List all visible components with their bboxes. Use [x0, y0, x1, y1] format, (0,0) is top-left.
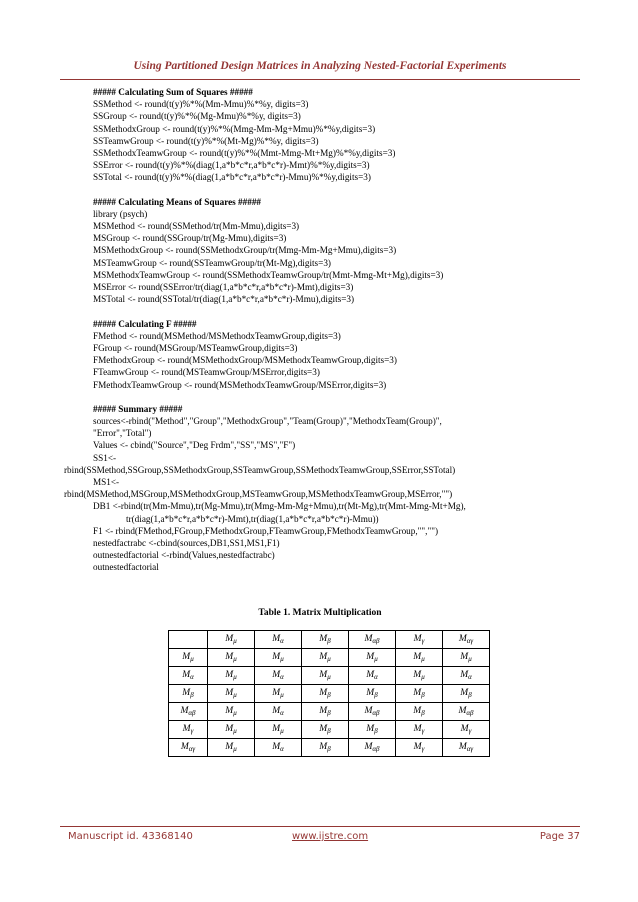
- cell-matrix-symbol: M: [413, 742, 422, 752]
- cell-subscript: β: [327, 637, 331, 645]
- table-row: [169, 667, 490, 685]
- code-line: [70, 305, 590, 317]
- cell-subscript: μ: [190, 655, 194, 663]
- table-cell: [396, 739, 443, 757]
- cell-matrix-symbol: M: [413, 706, 422, 716]
- cell-subscript: μ: [280, 691, 284, 699]
- cell-matrix-symbol: M: [182, 670, 191, 680]
- table-cell: [169, 667, 208, 685]
- header-rule: [60, 79, 580, 80]
- table-cell: [255, 739, 302, 757]
- code-line: MSMethodxGroup <- round(SSMethodxGroup/tr(Mmg-Mm-Mg+Mmu),digits=3): [93, 245, 397, 256]
- table-row: [169, 631, 490, 649]
- cell-subscript: β: [421, 691, 425, 699]
- cell-subscript: β: [327, 745, 331, 753]
- cell-matrix-symbol: M: [366, 688, 375, 698]
- cell-subscript: μ: [233, 637, 237, 645]
- code-line: MSTeamwGroup <- round(SSTeamwGroup/tr(Mt-Mg),digits=3): [93, 257, 331, 268]
- page-number: Page 37: [539, 831, 580, 842]
- cell-subscript: μ: [327, 673, 331, 681]
- table-row: [169, 739, 490, 757]
- table-cell: [396, 721, 443, 739]
- cell-subscript: γ: [421, 637, 425, 645]
- cell-matrix-symbol: M: [364, 706, 373, 716]
- cell-subscript: β: [468, 691, 472, 699]
- cell-matrix-symbol: M: [413, 724, 422, 734]
- code-line: SSMethod <- round(t(y)%*%(Mm-Mmu)%*%y, digits=3): [93, 99, 309, 110]
- cell-matrix-symbol: M: [272, 688, 281, 698]
- journal-website-link[interactable]: www.ijstre.com: [292, 831, 369, 842]
- table-row: [169, 703, 490, 721]
- cell-subscript: α: [280, 637, 284, 645]
- cell-matrix-symbol: M: [366, 652, 375, 662]
- cell-subscript: α: [468, 673, 472, 681]
- code-line: MSGroup <- round(SSGroup/tr(Mg-Mmu),digits=3): [93, 233, 287, 244]
- code-line: DB1 <-rbind(tr(Mm-Mmu),tr(Mg-Mmu),tr(Mmg-Mm-Mg+Mmu),tr(Mt-Mg),tr(Mmt-Mmg-Mt+Mg),: [93, 501, 466, 512]
- cell-matrix-symbol: M: [364, 634, 373, 644]
- code-line: SSGroup <- round(t(y)%*%(Mg-Mmu)%*%y, digits=3): [93, 111, 301, 122]
- cell-subscript: β: [374, 727, 378, 735]
- cell-matrix-symbol: M: [182, 688, 191, 698]
- cell-matrix-symbol: M: [225, 724, 234, 734]
- cell-subscript: β: [421, 709, 425, 717]
- code-line: FMethodxGroup <- round(MSMethodxGroup/MSMethodxTeamwGroup,digits=3): [93, 355, 397, 366]
- cell-subscript: αβ: [466, 709, 474, 717]
- table-cell: [396, 703, 443, 721]
- cell-subscript: γ: [421, 727, 425, 735]
- table-cell: [208, 649, 255, 667]
- cell-subscript: αγ: [466, 637, 474, 645]
- table-cell: [255, 703, 302, 721]
- cell-subscript: μ: [233, 655, 237, 663]
- code-line: library (psych): [93, 208, 148, 219]
- cell-matrix-symbol: M: [319, 634, 328, 644]
- cell-subscript: αβ: [372, 745, 380, 753]
- cell-matrix-symbol: M: [460, 670, 469, 680]
- cell-subscript: α: [280, 673, 284, 681]
- code-line: sources<-rbind("Method","Group","MethodxGroup","Team(Group)","MethodxTeam(Group)",: [93, 416, 442, 427]
- table-cell: [349, 739, 396, 757]
- table-caption: Table 1. Matrix Multiplication: [258, 608, 382, 618]
- cell-subscript: α: [280, 709, 284, 717]
- code-line: SSMethodxTeamwGroup <- round(t(y)%*%(Mmt-Mmg-Mt+Mg)%*%y,digits=3): [93, 147, 396, 158]
- matrix-multiplication-table: [168, 630, 490, 757]
- code-line: MSMethodxTeamwGroup <- round(SSMethodxTeamwGroup/tr(Mmt-Mmg-Mt+Mg),digits=3): [93, 269, 444, 280]
- cell-subscript: α: [374, 673, 378, 681]
- table-cell: [349, 685, 396, 703]
- code-line: Values <- cbind("Source","Deg Frdm","SS","MS","F"): [93, 440, 296, 451]
- code-line: [70, 184, 590, 196]
- cell-matrix-symbol: M: [319, 724, 328, 734]
- table-cell: [302, 721, 349, 739]
- r-code-block: [64, 86, 590, 574]
- code-line: SS1<-: [93, 452, 117, 463]
- table-cell: [208, 667, 255, 685]
- table-cell: [349, 721, 396, 739]
- table-cell: [255, 631, 302, 649]
- cell-subscript: γ: [421, 745, 425, 753]
- cell-matrix-symbol: M: [272, 742, 281, 752]
- cell-subscript: μ: [374, 655, 378, 663]
- table-cell: [169, 631, 208, 649]
- cell-matrix-symbol: M: [366, 724, 375, 734]
- cell-subscript: γ: [468, 727, 472, 735]
- code-line: MSError <- round(SSError/tr(diag(1,a*b*c*r,a*b*c*r)-Mmt),digits=3): [93, 282, 354, 292]
- table-cell: [208, 685, 255, 703]
- table-cell: [349, 667, 396, 685]
- cell-subscript: β: [327, 727, 331, 735]
- cell-matrix-symbol: M: [180, 742, 189, 752]
- cell-matrix-symbol: M: [319, 652, 328, 662]
- table-cell: [208, 739, 255, 757]
- code-line: FGroup <- round(MSGroup/MSTeamwGroup,digits=3): [93, 342, 298, 353]
- cell-subscript: γ: [190, 727, 194, 735]
- cell-subscript: μ: [468, 655, 472, 663]
- cell-matrix-symbol: M: [225, 742, 234, 752]
- cell-matrix-symbol: M: [458, 742, 467, 752]
- table-cell: [396, 685, 443, 703]
- table-cell: [443, 685, 490, 703]
- cell-matrix-symbol: M: [364, 742, 373, 752]
- table-cell: [443, 703, 490, 721]
- cell-matrix-symbol: M: [413, 688, 422, 698]
- manuscript-id: Manuscript id. 43368140: [68, 831, 193, 842]
- code-line: SSMethodxGroup <- round(t(y)%*%(Mmg-Mm-Mg+Mmu)%*%y,digits=3): [93, 123, 376, 134]
- cell-subscript: α: [190, 673, 194, 681]
- cell-matrix-symbol: M: [272, 652, 281, 662]
- table-cell: [396, 667, 443, 685]
- cell-matrix-symbol: M: [225, 688, 234, 698]
- cell-subscript: β: [374, 691, 378, 699]
- table-cell: [169, 649, 208, 667]
- cell-subscript: μ: [233, 745, 237, 753]
- table-cell: [302, 739, 349, 757]
- cell-subscript: μ: [233, 709, 237, 717]
- table-cell: [443, 739, 490, 757]
- cell-matrix-symbol: M: [458, 634, 467, 644]
- table-cell: [208, 631, 255, 649]
- code-section-heading: ##### Calculating F #####: [93, 318, 197, 329]
- cell-matrix-symbol: M: [413, 652, 422, 662]
- code-line: outnestedfactorial: [93, 562, 159, 573]
- cell-matrix-symbol: M: [182, 724, 191, 734]
- cell-subscript: αγ: [466, 745, 474, 753]
- cell-matrix-symbol: M: [225, 634, 234, 644]
- cell-subscript: μ: [233, 673, 237, 681]
- cell-subscript: μ: [280, 727, 284, 735]
- cell-matrix-symbol: M: [460, 652, 469, 662]
- code-line: outnestedfactorial <-rbind(Values,nestedfactrabc): [93, 550, 275, 561]
- table-cell: [302, 685, 349, 703]
- code-line: "Error","Total"): [93, 428, 152, 439]
- code-line: SSTeamwGroup <- round(t(y)%*%(Mt-Mg)%*%y, digits=3): [93, 135, 319, 146]
- code-line: rbind(SSMethod,SSGroup,SSMethodxGroup,SSTeamwGroup,SSMethodxTeamwGroup,SSError,SSTotal): [64, 464, 456, 475]
- table-cell: [169, 685, 208, 703]
- table-cell: [302, 631, 349, 649]
- running-header: Using Partitioned Design Matrices in Analyzing Nested-Factorial Experiments: [133, 60, 507, 72]
- table-cell: [443, 667, 490, 685]
- table-row: [169, 649, 490, 667]
- cell-matrix-symbol: M: [413, 670, 422, 680]
- cell-matrix-symbol: M: [272, 706, 281, 716]
- cell-subscript: αβ: [372, 709, 380, 717]
- table-cell: [443, 721, 490, 739]
- code-line: MSMethod <- round(SSMethod/tr(Mm-Mmu),digits=3): [93, 221, 300, 232]
- cell-subscript: μ: [327, 655, 331, 663]
- cell-matrix-symbol: M: [319, 670, 328, 680]
- table-cell: [396, 649, 443, 667]
- table-cell: [396, 631, 443, 649]
- table-cell: [302, 667, 349, 685]
- cell-matrix-symbol: M: [319, 688, 328, 698]
- cell-matrix-symbol: M: [319, 742, 328, 752]
- cell-matrix-symbol: M: [225, 670, 234, 680]
- cell-matrix-symbol: M: [225, 652, 234, 662]
- table-cell: [443, 631, 490, 649]
- table-row: [169, 721, 490, 739]
- code-section-heading: ##### Summary #####: [93, 403, 183, 414]
- code-line: FTeamwGroup <- round(MSTeamwGroup/MSError,digits=3): [93, 367, 320, 378]
- cell-subscript: β: [327, 691, 331, 699]
- code-line: SSTotal <- round(t(y)%*%(diag(1,a*b*c*r,a*b*c*r)-Mmu)%*%y,digits=3): [93, 172, 371, 183]
- table-cell: [169, 721, 208, 739]
- cell-subscript: μ: [421, 673, 425, 681]
- table-cell: [443, 649, 490, 667]
- code-line: MS1<-: [93, 477, 120, 487]
- table-cell: [349, 649, 396, 667]
- cell-subscript: αβ: [188, 709, 196, 717]
- cell-subscript: μ: [280, 655, 284, 663]
- cell-subscript: αβ: [372, 637, 380, 645]
- cell-subscript: μ: [233, 727, 237, 735]
- code-line: F1 <- rbind(FMethod,FGroup,FMethodxGroup,FTeamwGroup,FMethodxTeamwGroup,"",""): [93, 525, 439, 536]
- code-line: rbind(MSMethod,MSGroup,MSMethodxGroup,MSTeamwGroup,MSMethodxTeamwGroup,MSError,""): [64, 489, 453, 500]
- table-cell: [255, 649, 302, 667]
- table-cell: [349, 703, 396, 721]
- cell-matrix-symbol: M: [272, 670, 281, 680]
- table-cell: [302, 649, 349, 667]
- cell-matrix-symbol: M: [413, 634, 422, 644]
- cell-matrix-symbol: M: [180, 706, 189, 716]
- cell-subscript: αγ: [188, 745, 196, 753]
- cell-matrix-symbol: M: [319, 706, 328, 716]
- cell-matrix-symbol: M: [225, 706, 234, 716]
- table-cell: [255, 667, 302, 685]
- cell-matrix-symbol: M: [460, 724, 469, 734]
- code-line: SSError <- round(t(y)%*%(diag(1,a*b*c*r,a*b*c*r)-Mmt)%*%y,digits=3): [93, 160, 370, 171]
- cell-matrix-symbol: M: [272, 634, 281, 644]
- table-cell: [302, 703, 349, 721]
- cell-matrix-symbol: M: [366, 670, 375, 680]
- code-line: tr(diag(1,a*b*c*r,a*b*c*r)-Mmt),tr(diag(1,a*b*c*r,a*b*c*r)-Mmu)): [126, 513, 379, 524]
- table-cell: [169, 739, 208, 757]
- cell-subscript: β: [190, 691, 194, 699]
- cell-subscript: μ: [233, 691, 237, 699]
- code-section-heading: ##### Calculating Sum of Squares #####: [93, 87, 253, 97]
- cell-subscript: β: [327, 709, 331, 717]
- cell-matrix-symbol: M: [460, 688, 469, 698]
- table-cell: [208, 721, 255, 739]
- table-cell: [208, 703, 255, 721]
- cell-matrix-symbol: M: [458, 706, 467, 716]
- table-cell: [169, 703, 208, 721]
- table-row: [169, 685, 490, 703]
- code-section-heading: ##### Calculating Means of Squares #####: [93, 196, 262, 207]
- code-line: FMethod <- round(MSMethod/MSMethodxTeamwGroup,digits=3): [93, 330, 341, 341]
- cell-matrix-symbol: M: [182, 652, 191, 662]
- code-line: [70, 391, 590, 403]
- code-line: MSTotal <- round(SSTotal/tr(diag(1,a*b*c*r,a*b*c*r)-Mmu),digits=3): [93, 294, 355, 305]
- cell-subscript: α: [280, 745, 284, 753]
- cell-matrix-symbol: M: [272, 724, 281, 734]
- footer-rule: [60, 826, 580, 827]
- cell-subscript: μ: [421, 655, 425, 663]
- table-cell: [255, 685, 302, 703]
- table-cell: [349, 631, 396, 649]
- code-line: FMethodxTeamwGroup <- round(MSMethodxTeamwGroup/MSError,digits=3): [93, 379, 387, 390]
- table-cell: [255, 721, 302, 739]
- code-line: nestedfactrabc <-cbind(sources,DB1,SS1,MS1,F1): [93, 537, 280, 548]
